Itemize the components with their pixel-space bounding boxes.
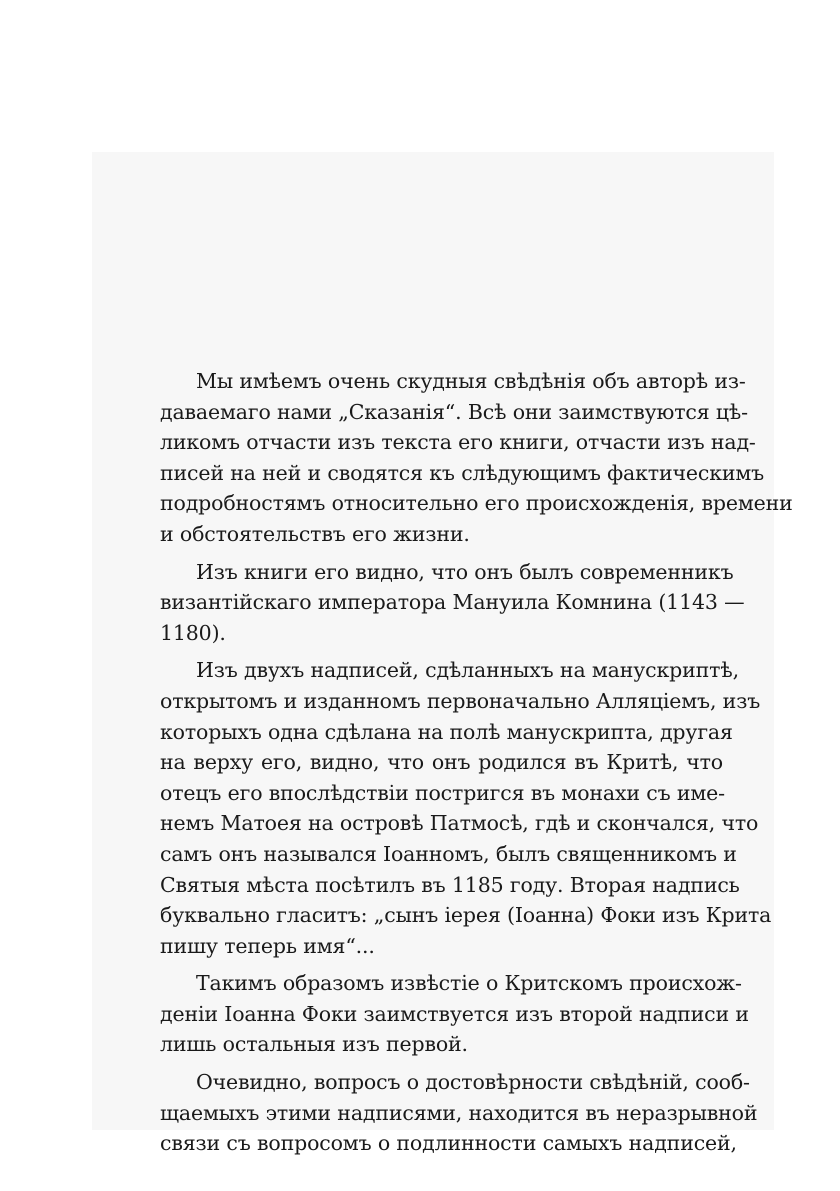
text-line: связи съ вопросомъ о подлинности самыхъ надписей, xyxy=(160,1131,737,1156)
text-line: Изъ двухъ надписей, сдѣланныхъ на манускриптѣ, xyxy=(196,658,739,683)
text-line: открытомъ и изданномъ первоначально Алляціемъ, изъ xyxy=(160,688,761,713)
text-line: Святыя мѣста посѣтилъ въ 1185 году. Вторая надпись xyxy=(160,872,740,897)
text-line: Такимъ образомъ извѣстіе о Критскомъ происхож- xyxy=(196,971,742,996)
paragraph-1 xyxy=(160,366,793,550)
text-line: немъ Матоея на островѣ Патмосѣ, гдѣ и скончался, что xyxy=(160,811,759,836)
text-line: ликомъ отчасти изъ текста его книги, отчасти изъ над- xyxy=(160,430,756,455)
text-line: подробностямъ относительно его происхожденія, времени xyxy=(160,491,793,516)
text-line: 1180). xyxy=(160,620,226,645)
text-line: Очевидно, вопросъ о достовѣрности свѣдѣній, сооб- xyxy=(196,1070,750,1095)
text-line: пишу теперь имя“... xyxy=(160,933,375,958)
text-line: даваемаго нами „Сказанія“. Всѣ они заимствуются цѣ- xyxy=(160,399,748,424)
paragraph-3 xyxy=(160,655,772,961)
text-line: Изъ книги его видно, что онъ былъ современникъ xyxy=(196,559,734,584)
text-line: деніи Іоанна Фоки заимствуется изъ второй надписи и xyxy=(160,1001,749,1026)
text-line: и обстоятельствъ его жизни. xyxy=(160,521,470,546)
text-line: которыхъ одна сдѣлана на полѣ манускрипта, другая xyxy=(160,719,733,744)
text-line: на верху его, видно, что онъ родился въ Критѣ, что xyxy=(160,750,723,775)
text-line: византійскаго императора Мануила Комнина (1143 — xyxy=(160,590,745,615)
text-line: писей на ней и сводятся къ слѣдующимъ фактическимъ xyxy=(160,460,765,485)
text-line: лишь остальныя изъ первой. xyxy=(160,1032,468,1057)
text-line: щаемыхъ этими надписями, находится въ неразрывной xyxy=(160,1100,758,1125)
paragraph-4 xyxy=(160,968,749,1060)
paragraph-5 xyxy=(160,1067,758,1159)
text-line: отецъ его впослѣдствіи постригся въ монахи съ име- xyxy=(160,780,725,805)
paragraph-2 xyxy=(160,557,745,649)
text-line: буквально гласитъ: „сынъ іерея (Іоанна) Фоки изъ Крита xyxy=(160,903,772,928)
text-line: самъ онъ назывался Іоанномъ, былъ священникомъ и xyxy=(160,841,737,866)
text-line: Мы имѣемъ очень скудныя свѣдѣнія объ авторѣ из- xyxy=(196,369,746,393)
document-text xyxy=(160,366,793,1166)
